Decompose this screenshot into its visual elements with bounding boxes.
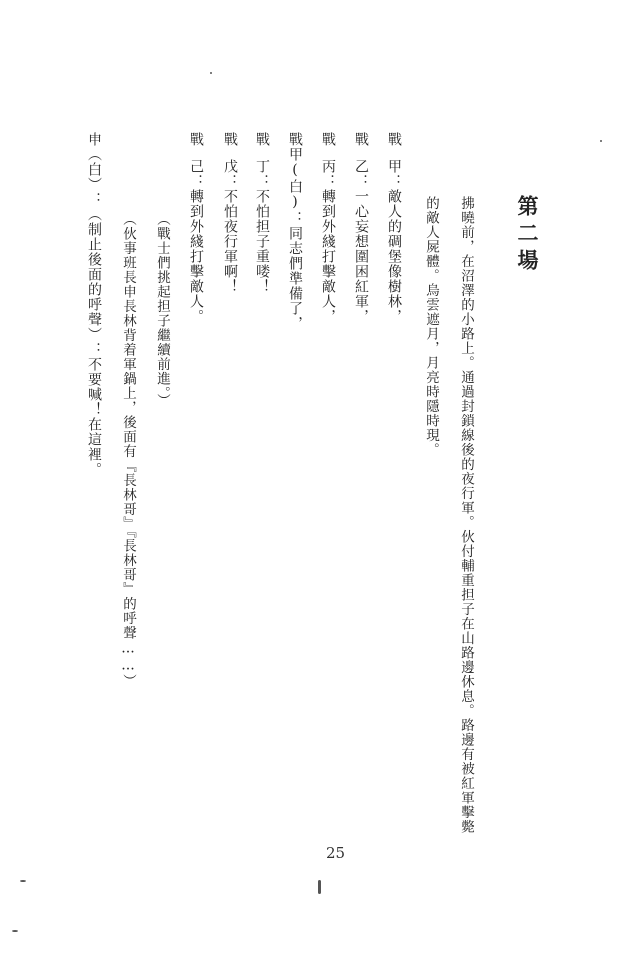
stage-description-line-2: 的敵人屍體。烏雲遮月，月亮時隱時現。 — [423, 196, 439, 457]
dialogue-text: ：同志們準備了， — [287, 211, 303, 331]
dialogue-text: 丁：不怕担子重喽！ — [254, 159, 270, 294]
stage-direction: （伙事班長申長林背着軍鍋上，後面有『長林哥』『長林哥』的呼聲……） — [120, 212, 136, 689]
dialogue-text: （白）：（制止後面的呼聲）：不要喊！在這裡。 — [86, 147, 102, 477]
scene-title: 第二場 — [515, 195, 540, 276]
dialogue-text: 甲：敵人的碉堡像樹林， — [386, 159, 402, 324]
speaker-label: 戰 — [386, 132, 402, 147]
dialogue-line — [220, 132, 240, 294]
dialogue-text: 丙：轉到外綫打擊敵人， — [320, 159, 336, 324]
dialogue-text: 己：轉到外綫打擊敵人。 — [188, 159, 204, 324]
scan-speck — [12, 930, 18, 932]
scan-speck — [600, 140, 602, 142]
speaker-label: 戰 — [188, 132, 204, 147]
page-number: 25 — [326, 844, 346, 862]
dialogue-line — [186, 132, 206, 324]
speaker-label: 戰 — [222, 132, 238, 147]
dialogue-text: 戊：不怕夜行軍啊！ — [222, 159, 238, 294]
speaker-label: 戰 — [320, 132, 336, 147]
dialogue-line — [384, 132, 404, 324]
dialogue-line — [252, 132, 272, 294]
speaker-label: 戰 — [254, 132, 270, 147]
scan-speck — [20, 880, 26, 882]
scan-speck — [210, 72, 212, 74]
speaker-label: 申 — [86, 132, 102, 147]
dialogue-text: 乙：一心妄想圍困紅軍， — [353, 159, 369, 324]
dialogue-line — [285, 132, 305, 331]
stage-description-line-1: 拂曉前，在沼澤的小路上。通過封鎖線後的夜行軍。伙付輔重担子在山路邊休息。路邊有被紅軍擊斃 — [458, 196, 474, 834]
speaker-label: 戰甲(白) — [287, 132, 303, 211]
stage-direction: （戰士們挑起担子繼續前進。） — [154, 212, 170, 409]
dialogue-line — [351, 132, 371, 324]
dialogue-line — [84, 132, 104, 477]
dialogue-line — [318, 132, 338, 324]
scan-speck — [318, 880, 321, 894]
speaker-label: 戰 — [353, 132, 369, 147]
